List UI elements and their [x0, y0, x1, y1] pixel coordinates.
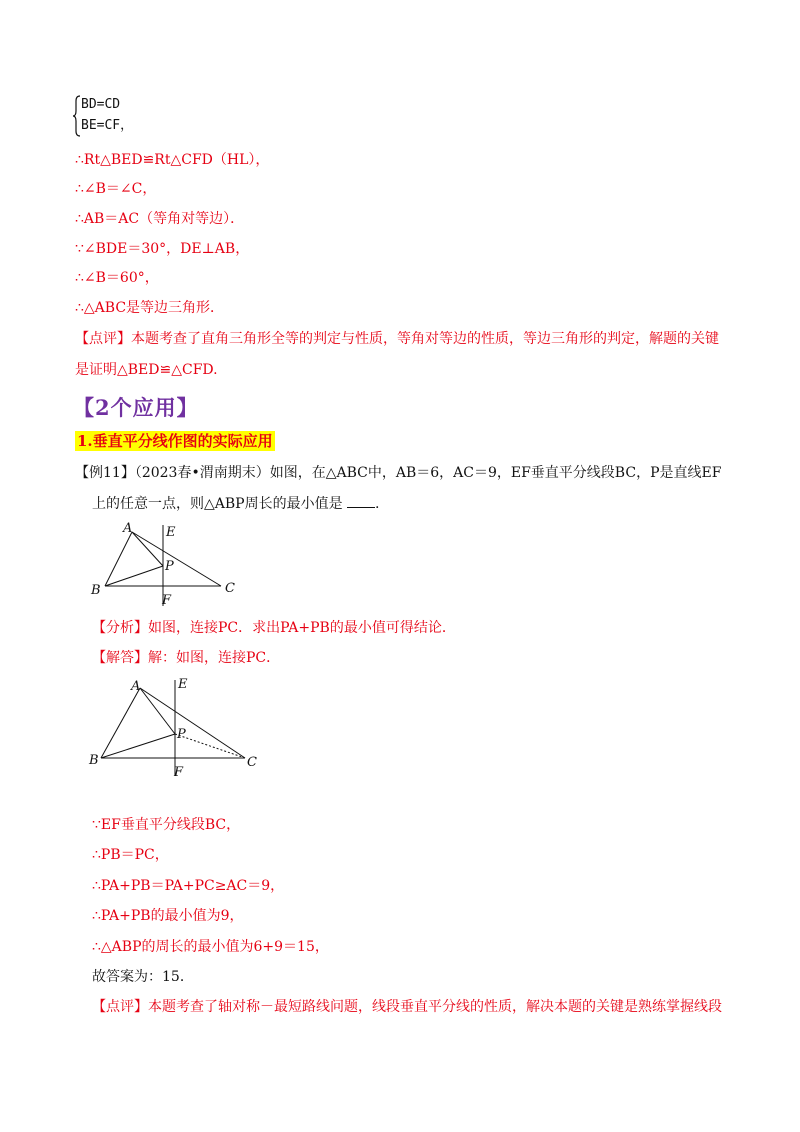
- fig1-label-f: F: [162, 593, 172, 608]
- proof2-line-5: ∴△ABP的周长的最小值为6+9＝15，: [92, 939, 329, 955]
- subsection-title-wrap: [75, 430, 275, 451]
- proof1-line-5: ∴∠B＝60°，: [75, 270, 159, 286]
- fig2-segment-ac: [140, 688, 245, 758]
- fig1-label-b: B: [91, 583, 101, 598]
- fig2-label-e: E: [178, 677, 188, 692]
- fig2-label-a: A: [131, 679, 141, 694]
- equation-line-1: BD=CD: [81, 97, 121, 112]
- analysis-line: 【分析】如图，连接PC．求出PA+PB的最小值可得结论．: [92, 620, 456, 636]
- fig1-segment-ap: [132, 532, 163, 566]
- subsection-title: 1.垂直平分线作图的实际应用: [77, 432, 273, 450]
- fig1-label-p: P: [165, 559, 174, 574]
- fig2-label-b: B: [89, 753, 99, 768]
- answer-blank: [347, 495, 375, 508]
- proof2-line-1: ∵EF垂直平分线段BC，: [92, 817, 241, 833]
- example-line-2: [92, 494, 380, 514]
- answer-intro-line: 【解答】解：如图，连接PC．: [92, 650, 281, 666]
- figure-1-triangle: [85, 520, 255, 615]
- proof1-line-6: ∴△ABC是等边三角形．: [75, 300, 225, 316]
- fig2-label-f: F: [174, 765, 184, 780]
- comment1-line-1: 【点评】本题考查了直角三角形全等的判定与性质，等角对等边的性质，等边三角形的判定，解题的关键: [75, 331, 719, 347]
- proof1-line-1: ∴Rt△BED≌Rt△CFD（HL），: [75, 152, 270, 168]
- fig1-label-a: A: [123, 521, 133, 536]
- comment1-line-2: 是证明△BED≌△CFD.: [75, 362, 218, 378]
- proof1-line-3: ∴AB＝AC（等角对等边）．: [75, 211, 245, 227]
- example-line-1: 【例11】（2023春•渭南期末）如图，在△ABC中，AB＝6，AC＝9，EF垂直平分线段BC，P是直线EF: [75, 465, 722, 481]
- proof2-line-3: ∴PA+PB＝PA+PC≥AC＝9，: [92, 878, 285, 894]
- example-line-2-text: 上的任意一点，则△ABP周长的最小值是: [92, 496, 343, 512]
- figure-2-triangle: [85, 672, 265, 782]
- final-answer-line: 故答案为：15．: [92, 969, 194, 985]
- example-line-2-end: .: [375, 496, 380, 512]
- fig2-label-c: C: [247, 755, 257, 770]
- fig2-label-p: P: [177, 727, 186, 742]
- proof1-line-4: ∵∠BDE＝30°，DE⊥AB，: [75, 241, 250, 257]
- fig1-label-c: C: [225, 581, 235, 596]
- fig1-segment-ac: [132, 532, 221, 586]
- proof2-line-4: ∴PA+PB的最小值为9，: [92, 908, 244, 924]
- comment2-line: 【点评】本题考查了轴对称－最短路线问题，线段垂直平分线的性质，解决本题的关键是熟练掌握线段: [92, 999, 722, 1015]
- proof2-line-2: ∴PB＝PC，: [92, 847, 169, 863]
- equation-line-2-text: BE=CF，: [81, 118, 134, 133]
- equation-line-2: [81, 116, 133, 136]
- equation-brace: [73, 95, 81, 137]
- fig1-label-e: E: [166, 525, 176, 540]
- proof1-line-2: ∴∠B＝∠C，: [75, 181, 157, 197]
- section-title: 【2个应用】: [73, 395, 199, 420]
- fig2-segment-ap: [140, 688, 175, 734]
